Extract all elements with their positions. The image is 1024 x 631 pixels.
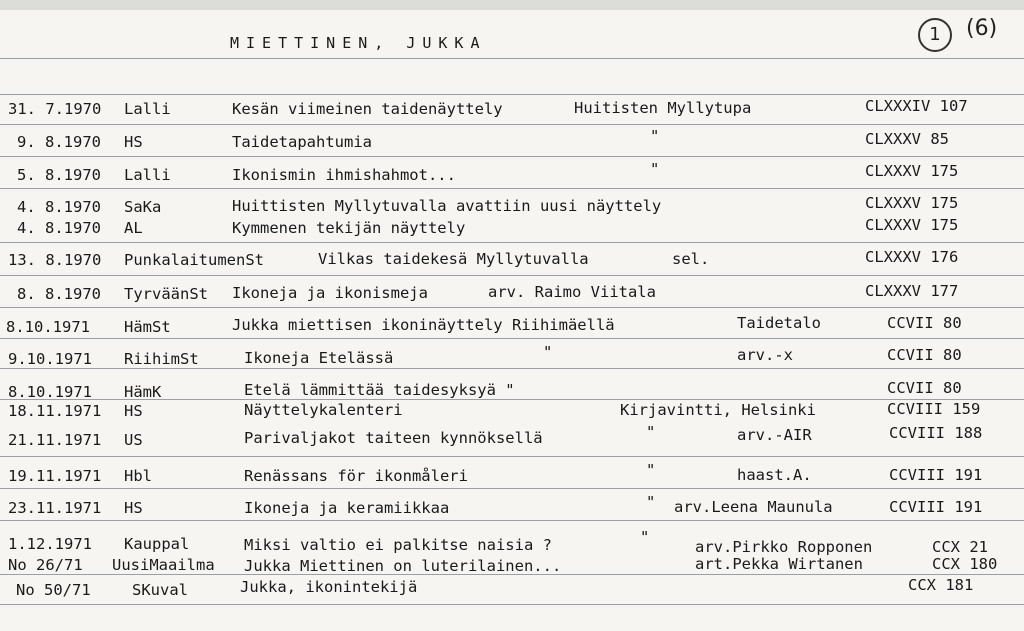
entry-ref: CLXXXV 85	[865, 130, 949, 148]
entry-title: Kymmenen tekijän näyttely	[232, 219, 466, 237]
entry-paper: HS	[124, 133, 143, 151]
entry-title: Jukka miettisen ikoninäyttely Riihimäellä	[232, 316, 615, 334]
entry-note: arv.-x	[737, 346, 793, 364]
entry-note: art.Pekka Wirtanen	[695, 555, 863, 573]
entry-paper: HS	[124, 499, 143, 517]
entry-paper: SKuval	[132, 581, 188, 599]
ruled-line	[0, 156, 1024, 157]
entry-title: Jukka Miettinen on luterilainen...	[244, 557, 562, 575]
ruled-line	[0, 604, 1024, 605]
entry-date: 18.11.1971	[8, 402, 102, 420]
entry-date: 4. 8.1970	[17, 219, 101, 237]
entry-title: Näyttelykalenteri	[244, 401, 403, 419]
entry-place: "	[640, 528, 650, 546]
entry-date: 8.10.1971	[8, 383, 92, 401]
entry-date: 5. 8.1970	[17, 166, 101, 184]
card-top-edge	[0, 0, 1024, 10]
entry-ref: CCX 21	[932, 538, 988, 556]
ruled-line	[0, 368, 1024, 369]
entry-title: Vilkas taidekesä Myllytuvalla	[318, 250, 589, 268]
entry-ref: CLXXXV 177	[865, 282, 959, 300]
entry-title: Parivaljakot taiteen kynnöksellä	[244, 429, 543, 447]
card-number-circled: 1	[918, 18, 952, 52]
entry-note: sel.	[672, 250, 710, 268]
entry-paper: TyrväänSt	[124, 285, 208, 303]
entry-paper: SaKa	[124, 198, 162, 216]
entry-paper: PunkalaitumenSt	[124, 251, 264, 269]
entry-paper: HämSt	[124, 318, 171, 336]
card-total-count: (6)	[966, 16, 998, 41]
ruled-line	[0, 456, 1024, 457]
entry-date: 8.10.1971	[6, 318, 90, 336]
entry-ref: CLXXXV 176	[865, 248, 959, 266]
entry-date: 23.11.1971	[8, 499, 102, 517]
entry-title: Ikoneja ja keramiikkaa	[244, 499, 450, 517]
ruled-line	[0, 242, 1024, 243]
entry-title: Ikoneja ja ikonismeja	[232, 284, 428, 302]
ruled-line	[0, 58, 1024, 59]
entry-date: 21.11.1971	[8, 431, 102, 449]
entry-paper: Kauppal	[124, 535, 190, 553]
ruled-line	[0, 520, 1024, 521]
entry-paper: Hbl	[124, 467, 152, 485]
entry-ref: CLXXXV 175	[865, 216, 959, 234]
entry-ref: CCVII 80	[887, 346, 962, 364]
entry-ref: CCVIII 159	[887, 400, 981, 418]
entry-paper: AL	[124, 219, 143, 237]
entry-title: Jukka, ikonintekijä	[240, 578, 418, 596]
entry-date: 1.12.1971	[8, 535, 92, 553]
entry-ref: CCVIII 188	[889, 424, 983, 442]
entry-paper: Lalli	[124, 100, 171, 118]
entry-place: "	[646, 461, 656, 479]
entry-title: Ikonismin ihmishahmot...	[232, 166, 456, 184]
entry-paper: RiihimSt	[124, 350, 199, 368]
entry-date: 9. 8.1970	[17, 133, 101, 151]
ruled-line	[0, 124, 1024, 125]
entry-place: "	[646, 493, 656, 511]
ruled-line	[0, 307, 1024, 308]
entry-date: 13. 8.1970	[8, 251, 102, 269]
entry-title: Etelä lämmittää taidesyksyä "	[244, 381, 515, 399]
entry-ref: CCVIII 191	[889, 498, 983, 516]
entry-note: arv. Raimo Viitala	[488, 283, 656, 301]
entry-paper: US	[124, 431, 143, 449]
card-heading-name: MIETTINEN, JUKKA	[230, 34, 487, 52]
entry-ref: CLXXXIV 107	[865, 97, 968, 115]
entry-place: Kirjavintti, Helsinki	[620, 401, 816, 419]
entry-title: Ikoneja Etelässä	[244, 349, 394, 367]
ruled-line	[0, 275, 1024, 276]
ruled-line	[0, 188, 1024, 189]
entry-place: "	[646, 423, 656, 441]
entry-title: Huittisten Myllytuvalla avattiin uusi näyttely	[232, 197, 662, 215]
entry-title: Taidetapahtumia	[232, 133, 372, 151]
entry-date: 8. 8.1970	[17, 285, 101, 303]
entry-note: arv.Leena Maunula	[674, 498, 833, 516]
entry-note: haast.A.	[737, 466, 812, 484]
entry-note: Taidetalo	[737, 314, 821, 332]
entry-date: 4. 8.1970	[17, 198, 101, 216]
entry-ref: CCX 180	[932, 555, 998, 573]
ruled-line	[0, 488, 1024, 489]
entry-note: arv.-AIR	[737, 426, 812, 444]
entry-date: No 26/71	[8, 556, 83, 574]
ruled-line	[0, 94, 1024, 95]
entry-date: 31. 7.1970	[8, 100, 102, 118]
entry-place: "	[650, 127, 660, 145]
entry-date: 19.11.1971	[8, 467, 102, 485]
entry-ref: CLXXXV 175	[865, 162, 959, 180]
entry-title: Miksi valtio ei palkitse naisia ?	[244, 536, 552, 554]
entry-ref: CCVII 80	[887, 379, 962, 397]
entry-title: Renässans för ikonmåleri	[244, 467, 468, 485]
entry-ref: CCVIII 191	[889, 466, 983, 484]
entry-date: No 50/71	[16, 581, 91, 599]
entry-place: "	[543, 343, 553, 361]
entry-place: "	[650, 160, 660, 178]
entry-paper: HämK	[124, 383, 162, 401]
entry-ref: CLXXXV 175	[865, 194, 959, 212]
entry-ref: CCVII 80	[887, 314, 962, 332]
entry-date: 9.10.1971	[8, 350, 92, 368]
entry-place: Huitisten Myllytupa	[574, 99, 752, 117]
entry-paper: UusiMaailma	[112, 556, 215, 574]
entry-ref: CCX 181	[908, 576, 974, 594]
ruled-line	[0, 338, 1024, 339]
entry-paper: Lalli	[124, 166, 171, 184]
entry-note: arv.Pirkko Ropponen	[695, 538, 873, 556]
entry-paper: HS	[124, 402, 143, 420]
entry-title: Kesän viimeinen taidenäyttely	[232, 100, 503, 118]
